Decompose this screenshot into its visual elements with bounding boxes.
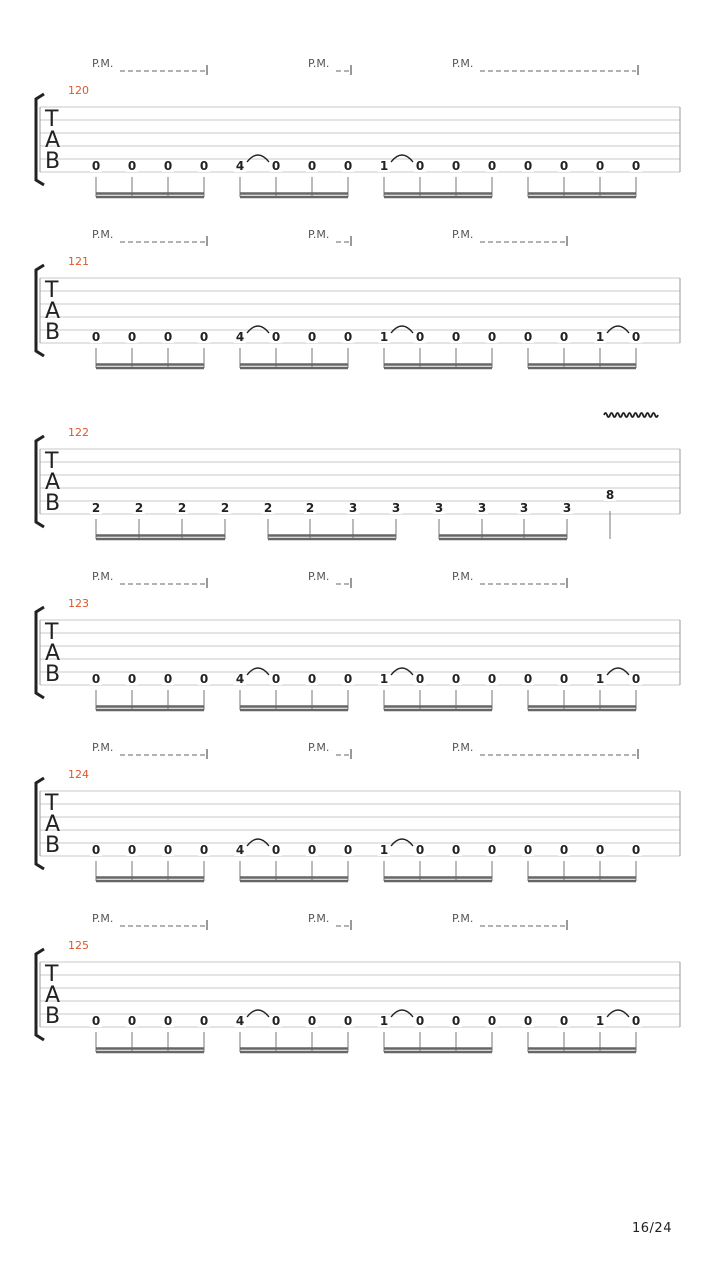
palm-mute-label: P.M. (92, 570, 114, 583)
measure-number: 120 (68, 84, 89, 97)
fret-number: 0 (523, 1014, 533, 1028)
fret-number: 0 (451, 843, 461, 857)
fret-number: 3 (477, 501, 487, 515)
fret-number: 0 (91, 159, 101, 173)
tab-clef-letter: T (45, 449, 59, 474)
fret-number: 2 (134, 501, 144, 515)
fret-number: 0 (559, 330, 569, 344)
page-number: 16/24 (632, 1221, 672, 1236)
tab-clef-letter: B (45, 149, 61, 174)
fret-number: 0 (559, 843, 569, 857)
fret-number: 0 (343, 672, 353, 686)
measure-number: 124 (68, 768, 89, 781)
fret-number: 0 (343, 1014, 353, 1028)
fret-number: 0 (307, 330, 317, 344)
tab-clef-letter: B (45, 662, 61, 687)
fret-number: 0 (595, 843, 605, 857)
fret-number: 0 (631, 1014, 641, 1028)
fret-number: 0 (415, 843, 425, 857)
palm-mute-label: P.M. (452, 570, 474, 583)
tab-clef-letter: A (45, 812, 61, 837)
palm-mute-label: P.M. (308, 912, 330, 925)
fret-number: 0 (487, 843, 497, 857)
tab-clef-letter: B (45, 1004, 61, 1029)
fret-number: 0 (415, 159, 425, 173)
fret-number: 0 (415, 330, 425, 344)
fret-number: 0 (163, 159, 173, 173)
fret-number: 4 (235, 672, 245, 686)
fret-number: 1 (379, 159, 389, 173)
fret-number: 0 (199, 330, 209, 344)
fret-number: 0 (631, 159, 641, 173)
fret-number: 0 (487, 672, 497, 686)
fret-number: 0 (271, 330, 281, 344)
fret-number: 1 (379, 1014, 389, 1028)
fret-number: 0 (523, 159, 533, 173)
fret-number: 4 (235, 1014, 245, 1028)
tab-clef-letter: A (45, 470, 61, 495)
fret-number: 4 (235, 159, 245, 173)
palm-mute-label: P.M. (452, 228, 474, 241)
fret-number: 0 (343, 843, 353, 857)
measure-number: 125 (68, 939, 89, 952)
fret-number: 1 (595, 672, 605, 686)
tab-system-120 (36, 57, 680, 197)
fret-number: 0 (127, 1014, 137, 1028)
tab-system-121 (36, 228, 680, 368)
fret-number: 2 (263, 501, 273, 515)
fret-number: 0 (163, 672, 173, 686)
fret-number: 0 (631, 672, 641, 686)
tab-system-125 (36, 912, 680, 1052)
fret-number: 3 (519, 501, 529, 515)
fret-number: 1 (379, 843, 389, 857)
fret-number: 0 (595, 159, 605, 173)
tab-system-123 (36, 570, 680, 710)
tab-clef-letter: T (45, 791, 59, 816)
fret-number: 0 (559, 1014, 569, 1028)
fret-number: 0 (163, 1014, 173, 1028)
fret-number: 0 (631, 330, 641, 344)
fret-number: 1 (595, 330, 605, 344)
fret-number: 0 (487, 159, 497, 173)
palm-mute-label: P.M. (452, 741, 474, 754)
palm-mute-label: P.M. (92, 57, 114, 70)
fret-number: 0 (127, 843, 137, 857)
tab-system-122 (36, 413, 680, 539)
fret-number: 0 (451, 330, 461, 344)
fret-number: 0 (199, 159, 209, 173)
palm-mute-label: P.M. (92, 228, 114, 241)
fret-number: 4 (235, 330, 245, 344)
fret-number: 0 (307, 843, 317, 857)
tab-clef-letter: T (45, 107, 59, 132)
fret-number: 1 (379, 330, 389, 344)
tab-clef-letter: A (45, 641, 61, 666)
fret-number: 0 (559, 672, 569, 686)
fret-number: 3 (562, 501, 572, 515)
palm-mute-label: P.M. (92, 741, 114, 754)
tab-clef-letter: B (45, 833, 61, 858)
fret-number: 0 (559, 159, 569, 173)
fret-number: 0 (271, 672, 281, 686)
fret-number: 2 (91, 501, 101, 515)
palm-mute-label: P.M. (308, 57, 330, 70)
tab-clef-letter: B (45, 491, 61, 516)
fret-number: 0 (307, 1014, 317, 1028)
fret-number: 0 (271, 1014, 281, 1028)
tab-clef-letter: A (45, 128, 61, 153)
fret-number: 0 (127, 159, 137, 173)
fret-number: 2 (305, 501, 315, 515)
fret-number: 8 (605, 488, 615, 502)
fret-number: 0 (199, 843, 209, 857)
fret-number: 0 (163, 330, 173, 344)
fret-number: 0 (415, 1014, 425, 1028)
fret-number: 0 (487, 330, 497, 344)
tab-clef-letter: A (45, 983, 61, 1008)
fret-number: 0 (343, 330, 353, 344)
fret-number: 0 (271, 159, 281, 173)
fret-number: 0 (199, 672, 209, 686)
measure-number: 121 (68, 255, 89, 268)
vibrato-mark (604, 413, 658, 417)
fret-number: 0 (307, 159, 317, 173)
measure-number: 122 (68, 426, 89, 439)
fret-number: 2 (220, 501, 230, 515)
palm-mute-label: P.M. (308, 570, 330, 583)
fret-number: 0 (451, 159, 461, 173)
palm-mute-label: P.M. (308, 741, 330, 754)
fret-number: 0 (451, 1014, 461, 1028)
fret-number: 0 (91, 672, 101, 686)
palm-mute-label: P.M. (308, 228, 330, 241)
fret-number: 0 (127, 672, 137, 686)
fret-number: 0 (199, 1014, 209, 1028)
fret-number: 0 (415, 672, 425, 686)
tab-clef-letter: B (45, 320, 61, 345)
fret-number: 0 (91, 1014, 101, 1028)
fret-number: 0 (343, 159, 353, 173)
fret-number: 0 (91, 330, 101, 344)
fret-number: 0 (163, 843, 173, 857)
fret-number: 0 (487, 1014, 497, 1028)
palm-mute-label: P.M. (452, 912, 474, 925)
palm-mute-label: P.M. (92, 912, 114, 925)
palm-mute-label: P.M. (452, 57, 474, 70)
fret-number: 1 (379, 672, 389, 686)
fret-number: 4 (235, 843, 245, 857)
tab-system-124 (36, 741, 680, 881)
fret-number: 3 (434, 501, 444, 515)
fret-number: 2 (177, 501, 187, 515)
fret-number: 1 (595, 1014, 605, 1028)
fret-number: 0 (523, 843, 533, 857)
fret-number: 3 (391, 501, 401, 515)
measure-number: 123 (68, 597, 89, 610)
tab-clef-letter: A (45, 299, 61, 324)
fret-number: 3 (348, 501, 358, 515)
fret-number: 0 (307, 672, 317, 686)
fret-number: 0 (271, 843, 281, 857)
fret-number: 0 (523, 672, 533, 686)
fret-number: 0 (91, 843, 101, 857)
fret-number: 0 (631, 843, 641, 857)
fret-number: 0 (523, 330, 533, 344)
fret-number: 0 (451, 672, 461, 686)
tab-clef-letter: T (45, 620, 59, 645)
fret-number: 0 (127, 330, 137, 344)
tab-clef-letter: T (45, 962, 59, 987)
tab-clef-letter: T (45, 278, 59, 303)
